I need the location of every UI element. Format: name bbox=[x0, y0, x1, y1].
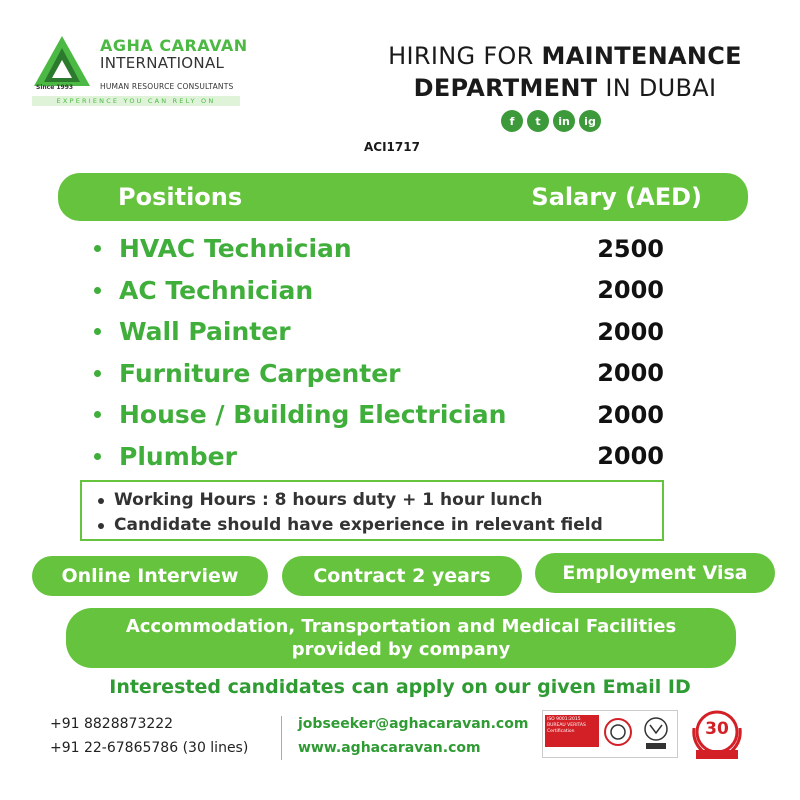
phone-1[interactable]: +91 8828873222 bbox=[50, 716, 174, 732]
bullet-icon bbox=[94, 370, 101, 377]
footer-divider bbox=[281, 716, 282, 760]
phone-2[interactable]: +91 22-67865786 (30 lines) bbox=[50, 740, 249, 756]
position-name: HVAC Technician bbox=[119, 234, 352, 264]
logo-since: Since 1993 bbox=[36, 84, 74, 91]
list-item bbox=[94, 436, 664, 478]
instagram-icon[interactable]: ig bbox=[579, 110, 601, 132]
col-positions: Positions bbox=[118, 183, 243, 211]
badge-number: 30 bbox=[705, 719, 729, 739]
facilities-line-1: Accommodation, Transportation and Medical Facilities bbox=[125, 616, 677, 637]
bullet-icon bbox=[94, 245, 101, 252]
bullet-icon bbox=[98, 498, 104, 504]
col-salary: Salary (AED) bbox=[531, 183, 702, 211]
bullet-icon bbox=[98, 523, 104, 529]
phone-contacts bbox=[50, 712, 248, 760]
bullet-icon bbox=[94, 287, 101, 294]
bullet-icon bbox=[94, 328, 101, 335]
certification-badge bbox=[542, 710, 678, 758]
logo-brand-name: AGHA CARAVAN bbox=[100, 36, 248, 55]
facilities-line-2: provided by company bbox=[291, 639, 511, 660]
certification-seal-icon bbox=[603, 716, 633, 752]
requirement-item: Candidate should have experience in relevant field bbox=[98, 513, 662, 538]
logo-triangle-icon bbox=[32, 34, 92, 90]
email-link[interactable]: jobseeker@aghacaravan.com bbox=[298, 716, 529, 732]
title-light-2: IN DUBAI bbox=[597, 74, 717, 102]
position-salary: 2000 bbox=[597, 317, 664, 346]
benefit-visa: Employment Visa bbox=[535, 553, 775, 593]
list-item bbox=[94, 228, 664, 270]
bullet-icon bbox=[94, 411, 101, 418]
benefit-contract: Contract 2 years bbox=[282, 556, 522, 596]
requirements-box bbox=[80, 480, 664, 541]
anniversary-badge bbox=[688, 708, 746, 762]
logo-brand-name-2: INTERNATIONAL bbox=[100, 54, 225, 72]
requirement-item: Working Hours : 8 hours duty + 1 hour lunch bbox=[98, 488, 662, 513]
job-reference: ACI1717 bbox=[364, 140, 420, 154]
benefit-facilities bbox=[66, 608, 736, 668]
page-title bbox=[370, 40, 760, 104]
table-header bbox=[58, 173, 748, 221]
position-name: Wall Painter bbox=[119, 317, 291, 347]
linkedin-icon[interactable]: in bbox=[553, 110, 575, 132]
position-salary: 2500 bbox=[597, 234, 664, 263]
title-bold-2: DEPARTMENT bbox=[413, 74, 598, 102]
ukas-icon bbox=[641, 715, 671, 755]
position-salary: 2000 bbox=[597, 442, 664, 471]
title-light-1: HIRING FOR bbox=[388, 42, 542, 70]
twitter-icon[interactable]: t bbox=[527, 110, 549, 132]
apply-instruction: Interested candidates can apply on our given Email ID bbox=[109, 676, 691, 698]
list-item bbox=[94, 270, 664, 312]
positions-list bbox=[94, 228, 664, 477]
social-links bbox=[501, 110, 601, 132]
bullet-icon bbox=[94, 453, 101, 460]
position-salary: 2000 bbox=[597, 276, 664, 305]
website-link[interactable]: www.aghacaravan.com bbox=[298, 740, 481, 756]
list-item bbox=[94, 311, 664, 353]
position-name: AC Technician bbox=[119, 275, 314, 305]
company-logo bbox=[28, 30, 248, 110]
position-salary: 2000 bbox=[597, 400, 664, 429]
logo-subtitle: HUMAN RESOURCE CONSULTANTS bbox=[100, 82, 234, 91]
web-contacts bbox=[298, 712, 528, 760]
benefit-interview: Online Interview bbox=[32, 556, 268, 596]
list-item bbox=[94, 353, 664, 395]
position-name: Furniture Carpenter bbox=[119, 358, 401, 388]
facebook-icon[interactable]: f bbox=[501, 110, 523, 132]
title-bold-1: MAINTENANCE bbox=[541, 42, 742, 70]
position-name: House / Building Electrician bbox=[119, 400, 507, 430]
logo-tagline: EXPERIENCE YOU CAN RELY ON bbox=[32, 96, 240, 106]
position-salary: 2000 bbox=[597, 359, 664, 388]
list-item bbox=[94, 394, 664, 436]
bureau-veritas-logo: ISO 9001:2015 BUREAU VERITAS Certification bbox=[545, 715, 599, 747]
position-name: Plumber bbox=[119, 441, 237, 471]
